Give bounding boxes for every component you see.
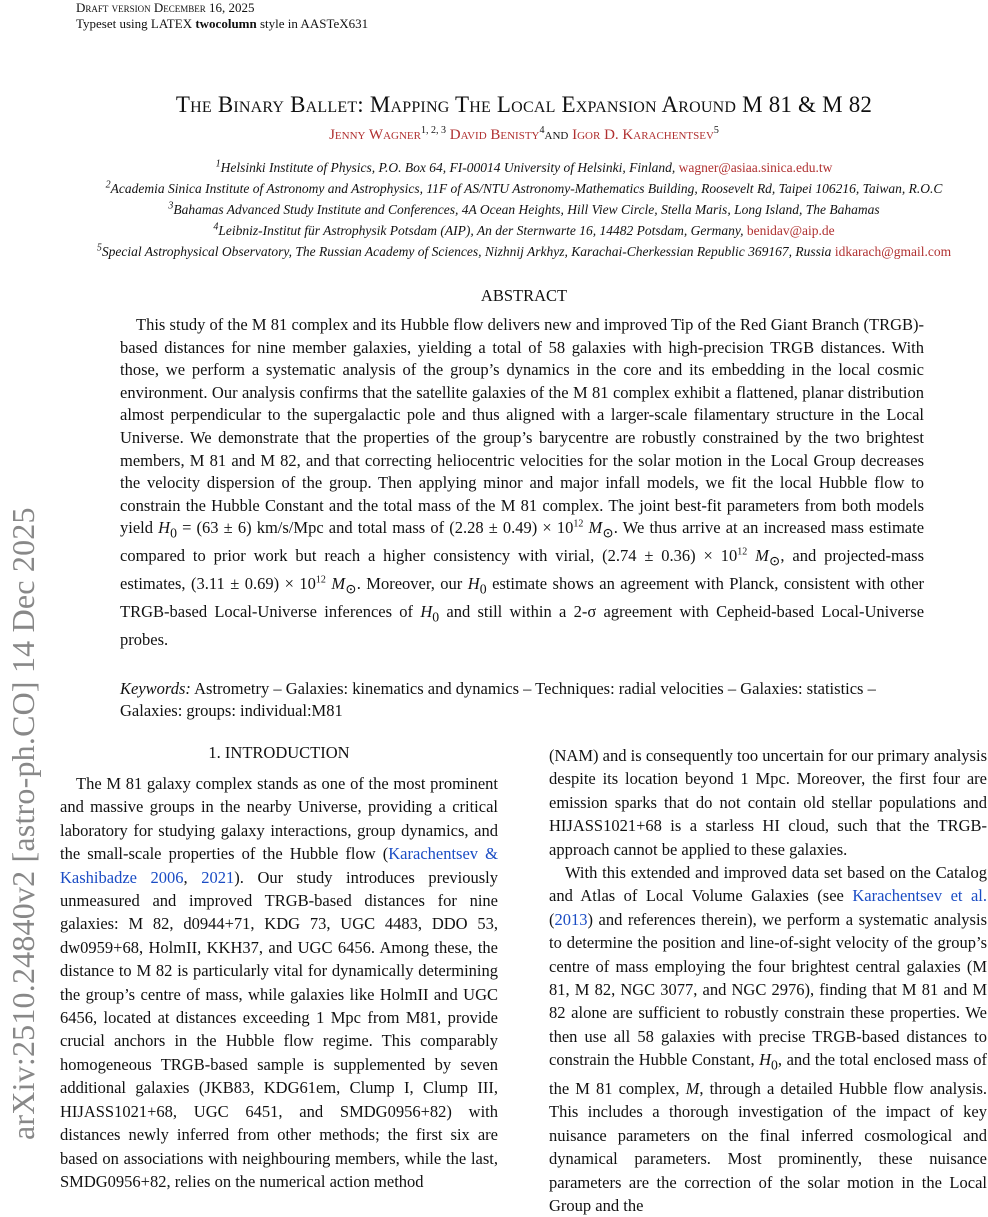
left-column bbox=[60, 772, 498, 1193]
abstract-text: Moreover, our bbox=[366, 574, 463, 594]
h0-symbol: H bbox=[467, 574, 480, 594]
mass-symbol: M bbox=[685, 1078, 700, 1098]
affiliation-text: Special Astrophysical Observatory, The Russian Academy of Sciences, Nizhnij Arkhyz, Karachai-Cherkessian Republic 369167, Russia bbox=[101, 244, 832, 259]
email-link[interactable]: wagner@asiaa.sinica.edu.tw bbox=[678, 160, 833, 175]
abstract-body: This study of the M 81 complex and its Hubble flow delivers new and improved Tip of the Red Giant Branch (TRGB)-based distances for nine member galaxies, yielding a total of 58 galaxies with high-precision TRGB distances. With those, we perform a systematic analysis of the group’s dynamics in the core and its embedding in the local cosmic environment. Our analysis confirms that the satellite galaxies of the M 81 complex exhibit a flattened, planar distribution almost perpendicular to the supergalactic pole and thus aligned with a larger-scale filamentary structure in the Local Universe. We demonstrate that the properties of the group’s barycentre are robustly constrained by the two brightest members, M 81 and M 82, and that correcting heliocentric velocities for the solar motion in the Local Group decreases the velocity dispersion of the group. Then applying minor and major infall models, we fit the local Hubble flow to constrain the Hubble Constant and the total mass of the M 81 complex. The joint best-fit parameters from both models yield $H_0 = (63 \pm 6)$ km/s/Mpc and total mass of $(2.28 \pm 0.49) \times 10^{12}$ $M_⊙$. We thus arrive at an increased mass estimate compared to prior work but reach a higher consistency with virial, $(2.74 \pm 0.36) \times 10^{12}$ $M_⊙$, and projected-mass estimates, $(3.11 \pm 0.69) \times 10^{12}$ $M_⊙$. Moreover, our $H_0$ estimate shows an agreement with Planck, consistent with other TRGB-based Local-Universe inferences of $H_0$ and still within a 2-σ agreement with Cepheid-based Local-Universe probes. bbox=[120, 315, 925, 649]
affiliation-num: 5 bbox=[96, 242, 102, 254]
body-text: , through a detailed Hubble flow analysis. This includes a thorough investigation of the impact of key nuisance parameters on the final inferred cosmological and dynamical parameters. Most prominently, these nuisance parameters are the correction of the solar motion in the Local Group and the bbox=[549, 1078, 987, 1216]
abstract-text: estimate shows an agreement with Planck, consistent with other TRGB-based Local-Universe inferences of bbox=[120, 574, 925, 622]
body-text: ) and references therein), we perform a systematic analysis to determine the position and line-of-sight velocity of the group’s centre of mass employing the four brightest central galaxies (M 81, M 82, NGC 3077, and NGC 2976), finding that M 81 and M 82 alone are sufficient to robustly constrain these properties. We then use all 58 galaxies with precise TRGB-based distances to constrain the Hubble Constant, bbox=[549, 909, 987, 1070]
author-link[interactable]: Jenny Wagner bbox=[329, 127, 421, 143]
body-text: ). Our study introduces previously unmeasured and improved TRGB-based distances for nine galaxies: M 82, d0944+71, KDG 73, UGC 4483, DDO 53, dw0959+68, HolmII, KKH37, and UGC 6456. Among these, the distance to M 82 is particularly vital for dynamically determining the group’s centre of mass, while galaxies like HolmII and UGC 6456, located at distances exceeding 1 Mpc from M81, provide crucial anchors in the Hubble flow regime. This comparably homogeneous TRGB-based sample is supplemented by seven additional galaxies (JKB83, KDG61em, Clump I, Clump III, HIJASS1021+68, UGC 6451, and SMDG0956+82) with distances newly inferred from other methods; the first six are based on associations with neighbouring members, while the last, SMDG0956+82, relies on the numerical action method bbox=[60, 867, 498, 1191]
body-text: (NAM) and is consequently too uncertain for our primary analysis despite its location beyond 1 Mpc. Moreover, the first four are emission sparks that do not contain old stellar populations and HIJASS1021+68 is a starless HI cloud, such that the TRGB-approach cannot be applied to these galaxies. bbox=[549, 746, 987, 859]
exponent: 12 bbox=[573, 518, 584, 530]
mass-symbol: M bbox=[588, 518, 603, 538]
sun-subscript: ⊙ bbox=[768, 553, 781, 569]
email-link[interactable]: benidav@aip.de bbox=[746, 223, 835, 238]
mass-symbol: M bbox=[755, 546, 769, 566]
typeset-text: Typeset using bbox=[76, 16, 148, 31]
sun-subscript: ⊙ bbox=[602, 525, 614, 541]
body-text: , and the total enclosed mass of the M 81 complex, bbox=[549, 1050, 987, 1098]
affiliation-text: Leibniz-Institut für Astrophysik Potsdam (AIP), An der Sternwarte 16, 14482 Potsdam, Germany, bbox=[218, 223, 744, 238]
h0-subscript: 0 bbox=[432, 609, 440, 625]
h0-subscript: 0 bbox=[170, 525, 177, 541]
section-heading: 1. INTRODUCTION bbox=[208, 743, 350, 762]
affiliation bbox=[0, 202, 988, 218]
sun-subscript: ⊙ bbox=[345, 581, 357, 597]
affiliation bbox=[0, 244, 988, 260]
exponent: 12 bbox=[315, 574, 326, 586]
affiliation-text: Bahamas Advanced Study Institute and Conferences, 4A Ocean Heights, Hill View Circle, Stella Maris, Long Island, The Bahamas bbox=[173, 202, 880, 217]
affiliation bbox=[0, 223, 988, 239]
h0-subscript: 0 bbox=[771, 1057, 778, 1073]
arxiv-identifier: arXiv:2510.24840v2 [astro-ph.CO] 14 Dec 2025 bbox=[5, 507, 41, 1140]
affiliation-text: Academia Sinica Institute of Astronomy and Astrophysics, 11F of AS/NTU Astronomy-Mathematics Building, Roosevelt Rd, Taipei 106216, Taiwan, R.O.C bbox=[110, 181, 943, 196]
typeset-bold: twocolumn bbox=[195, 16, 257, 31]
draft-version-line bbox=[76, 0, 255, 15]
abstract-heading: ABSTRACT bbox=[480, 286, 568, 305]
keywords bbox=[120, 678, 924, 722]
citation-link[interactable]: Karachentsev et al. bbox=[852, 886, 987, 906]
affiliation-num: 3 bbox=[168, 200, 174, 212]
author-affil-sup: 5 bbox=[713, 125, 719, 136]
draft-prefix: Draft version bbox=[76, 0, 151, 15]
abstract-text: . We thus arrive at an increased mass estimate compared to prior work but reach a higher consistency with virial, (2.74 ± 0.36) × 10 bbox=[120, 518, 925, 566]
abstract-text: , and projected-mass estimates, (3.11 ± 0.69) × 10 bbox=[120, 546, 924, 594]
affiliation-num: 2 bbox=[105, 179, 111, 191]
right-column: (NAM) and is consequently too uncertain for our primary analysis despite its location beyond 1 Mpc. Moreover, the first four are emission sparks that do not contain old stellar populations and HIJASS1021+68 is a starless HI cloud, such that the TRGB-approach cannot be applied to these galaxies. With this extended and improved data set based on the Catalog and Atlas of Local Volume Galaxies (see Karachentsev et al. (2013) and references therein), we perform a systematic analysis to determine the position and line-of-sight velocity of the group’s centre of mass employing the four brightest central galaxies (M 81, M 82, NGC 3077, and NGC 2976), finding that M 81 and M 82 alone are sufficient to robustly constrain these properties. We then use all 58 galaxies with precise TRGB-based distances to constrain the Hubble Constant, $H_0$, and the total enclosed mass of the M 81 complex, M, through a detailed Hubble flow analysis. This includes a thorough investigation of the impact of key nuisance parameters on the final inferred cosmological and dynamical parameters. Most prominently, these nuisance parameters are the correction of the solar motion in the Local Group and the bbox=[549, 746, 987, 1216]
citation-link[interactable]: 2013 bbox=[554, 909, 588, 929]
latex-logo: LATEX bbox=[150, 16, 193, 31]
author-link[interactable]: Igor D. Karachentsev bbox=[572, 127, 714, 143]
citation-link[interactable]: 2021 bbox=[201, 867, 235, 887]
author-link[interactable]: David Benisty bbox=[449, 127, 540, 143]
mass-symbol: M bbox=[331, 574, 346, 594]
abstract-text: This study of the M 81 complex and its Hubble flow delivers new and improved Tip of the Red Giant Branch (TRGB)-based distances for nine member galaxies, yielding a total of 58 galaxies with high-precision TRGB distances. With those, we perform a systematic analysis of the group’s dynamics in the core and its embedding in the local cosmic environment. Our analysis confirms that the satellite galaxies of the M 81 complex exhibit a flattened, planar distribution almost perpendicular to the supergalactic pole and thus aligned with a larger-scale filamentary structure in the Local Universe. We demonstrate that the properties of the group’s barycentre are robustly constrained by the two brightest members, M 81 and M 82, and that correcting heliocentric velocities for the solar motion in the Local Group decreases the velocity dispersion of the group. Then applying minor and major infall models, we fit the local Hubble flow to constrain the Hubble Constant and the total mass of the M 81 complex. The joint best-fit parameters from both models yield bbox=[120, 315, 924, 538]
h0-subscript: 0 bbox=[479, 581, 487, 597]
abstract-text: and still within a 2-σ agreement with Cepheid-based Local-Universe probes. bbox=[120, 602, 925, 649]
keywords-label: Keywords: bbox=[120, 679, 191, 698]
exponent: 12 bbox=[737, 546, 748, 558]
body-text: The M 81 galaxy complex stands as one of the most prominent and massive groups in the nearby Universe, providing a critical laboratory for studying galaxy interactions, group dynamics, and the small-scale properties of the Hubble flow ( bbox=[60, 774, 498, 864]
affiliation bbox=[0, 181, 988, 197]
typeset-line bbox=[76, 16, 368, 31]
affiliation-text: Helsinki Institute of Physics, P.O. Box 64, FI-00014 University of Helsinki, Finland, bbox=[220, 160, 676, 175]
body-text: With this extended and improved data set based on the Catalog and Atlas of Local Volume Galaxies (see bbox=[549, 863, 987, 906]
abstract-text: = (63 ± 6) km/s/Mpc and total mass of (2.28 ± 0.49) × 10 bbox=[182, 518, 574, 538]
keywords-text: Astrometry – Galaxies: kinematics and dynamics – Techniques: radial velocities – Galaxies: statistics – Galaxies: groups: individual:M81 bbox=[120, 679, 876, 720]
email-link[interactable]: idkarach@gmail.com bbox=[834, 244, 952, 259]
author-affil-sup: 4 bbox=[539, 125, 545, 136]
author-affil-sup: 1, 2, 3 bbox=[420, 125, 446, 136]
authors-and: and bbox=[544, 127, 569, 143]
typeset-style: style in AASTeX631 bbox=[259, 16, 369, 31]
punctuation: , bbox=[183, 867, 188, 887]
h0-symbol: H bbox=[759, 1050, 772, 1070]
affiliation-num: 1 bbox=[215, 158, 221, 170]
draft-date: December 16, 2025 bbox=[153, 0, 255, 15]
paper-title: The Binary Ballet: Mapping The Local Expansion Around M 81 & M 82 bbox=[175, 92, 873, 117]
h0-symbol: H bbox=[420, 602, 433, 622]
affiliation bbox=[0, 160, 988, 176]
citation-link[interactable]: Karachentsev & Kashibadze 2006 bbox=[60, 844, 498, 887]
affiliation-num: 4 bbox=[213, 221, 219, 233]
author-list bbox=[0, 127, 988, 144]
h0-symbol: H bbox=[158, 518, 171, 538]
